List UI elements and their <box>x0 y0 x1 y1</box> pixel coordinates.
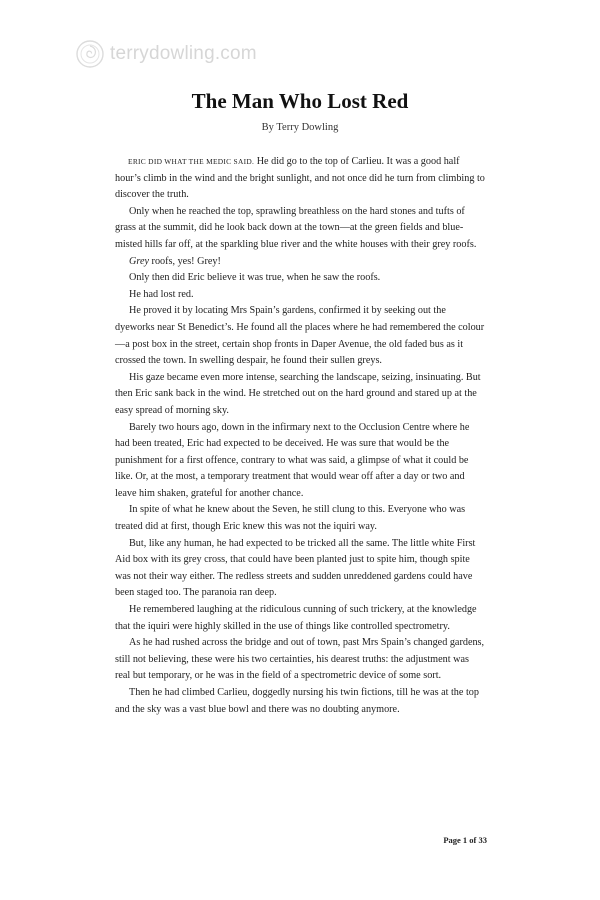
opening-paragraph-text: He did go to the top of Carlieu. It was a good half hour’s climb in the wind and the bright sunlight, and not once did he turn from climbing to discover the truth. <box>115 156 485 201</box>
paragraph: Then he had climbed Carlieu, doggedly nursing his twin fictions, till he was at the top and the sky was a vast blue bowl and there was no doubting anymore. <box>115 687 479 715</box>
paragraph: In spite of what he knew about the Seven, he still clung to this. Everyone who was treated did at first, though Eric knew this was not the iquiri way. <box>115 504 466 533</box>
page-number: Page 1 of 33 <box>443 835 487 845</box>
grey-line-text: roofs, yes! Grey! <box>149 255 221 267</box>
story-title: The Man Who Lost Red <box>191 89 409 113</box>
paragraph: As he had rushed across the bridge and out of town, past Mrs Spain’s changed gardens, still not believing, these were his two certainties, his dearest truths: the adjustment was real but temporary, or he was in the field of a spectrometric device of some sort. <box>115 637 485 682</box>
grey-line-paragraph <box>115 254 485 271</box>
paragraph: Only when he reached the top, sprawling breathless on the hard stones and tufts of grass at the summit, did he look back down at the town—at the green fields and blue-misted hills far off, at the sparkling blue river and the white houses with their grey roofs. <box>115 205 477 250</box>
author-byline: By Terry Dowling <box>261 122 339 133</box>
site-watermark <box>76 40 257 68</box>
spiral-logo-icon <box>76 40 104 68</box>
paragraph: Barely two hours ago, down in the infirmary next to the Occlusion Centre where he had been treated, Eric had expected to be deceived. He was sure that would be the punishment for a first offence, contrary to what was said, a glimpse of what it could be like. Or, at the most, a temporary treatment that would wear off after a day or two and leave him shaken, grateful for another chance. <box>115 421 470 499</box>
watermark-text: terrydowling.com <box>110 43 257 64</box>
paragraph: He had lost red. <box>129 288 194 300</box>
grey-italic-word: Grey <box>129 255 149 267</box>
lead-in-smallcaps: ERIC DID WHAT THE MEDIC SAID. <box>128 157 255 166</box>
paragraph: He remembered laughing at the ridiculous cunning of such trickery, at the knowledge that the iquiri were highly skilled in the use of things like controlled spectrometry. <box>115 604 477 632</box>
story-body <box>115 154 485 718</box>
opening-paragraph <box>115 154 485 204</box>
paragraph: He proved it by locating Mrs Spain’s gardens, confirmed it by seeking out the dyeworks near St Benedict’s. He found all the places where he had remembered the colour—a post box in the street, certain shop fronts in Daper Avenue, the old faded bus as it crossed the town. In swelling despair, he found their sullen greys. <box>115 305 485 367</box>
paragraph: Only then did Eric believe it was true, when he saw the roofs. <box>129 272 381 284</box>
paragraph: But, like any human, he had expected to be tricked all the same. The little white First Aid box with its grey cross, that could have been planted just to spite him, though spite was not their way either. The redless streets and sudden unreddened gardens could have been staged too. The paranoia ran deep. <box>115 537 476 599</box>
paragraph: His gaze became even more intense, searching the landscape, seizing, insinuating. But then Eric sank back in the wind. He stretched out on the hard ground and stared up at the easy spread of morning sky. <box>115 371 481 416</box>
